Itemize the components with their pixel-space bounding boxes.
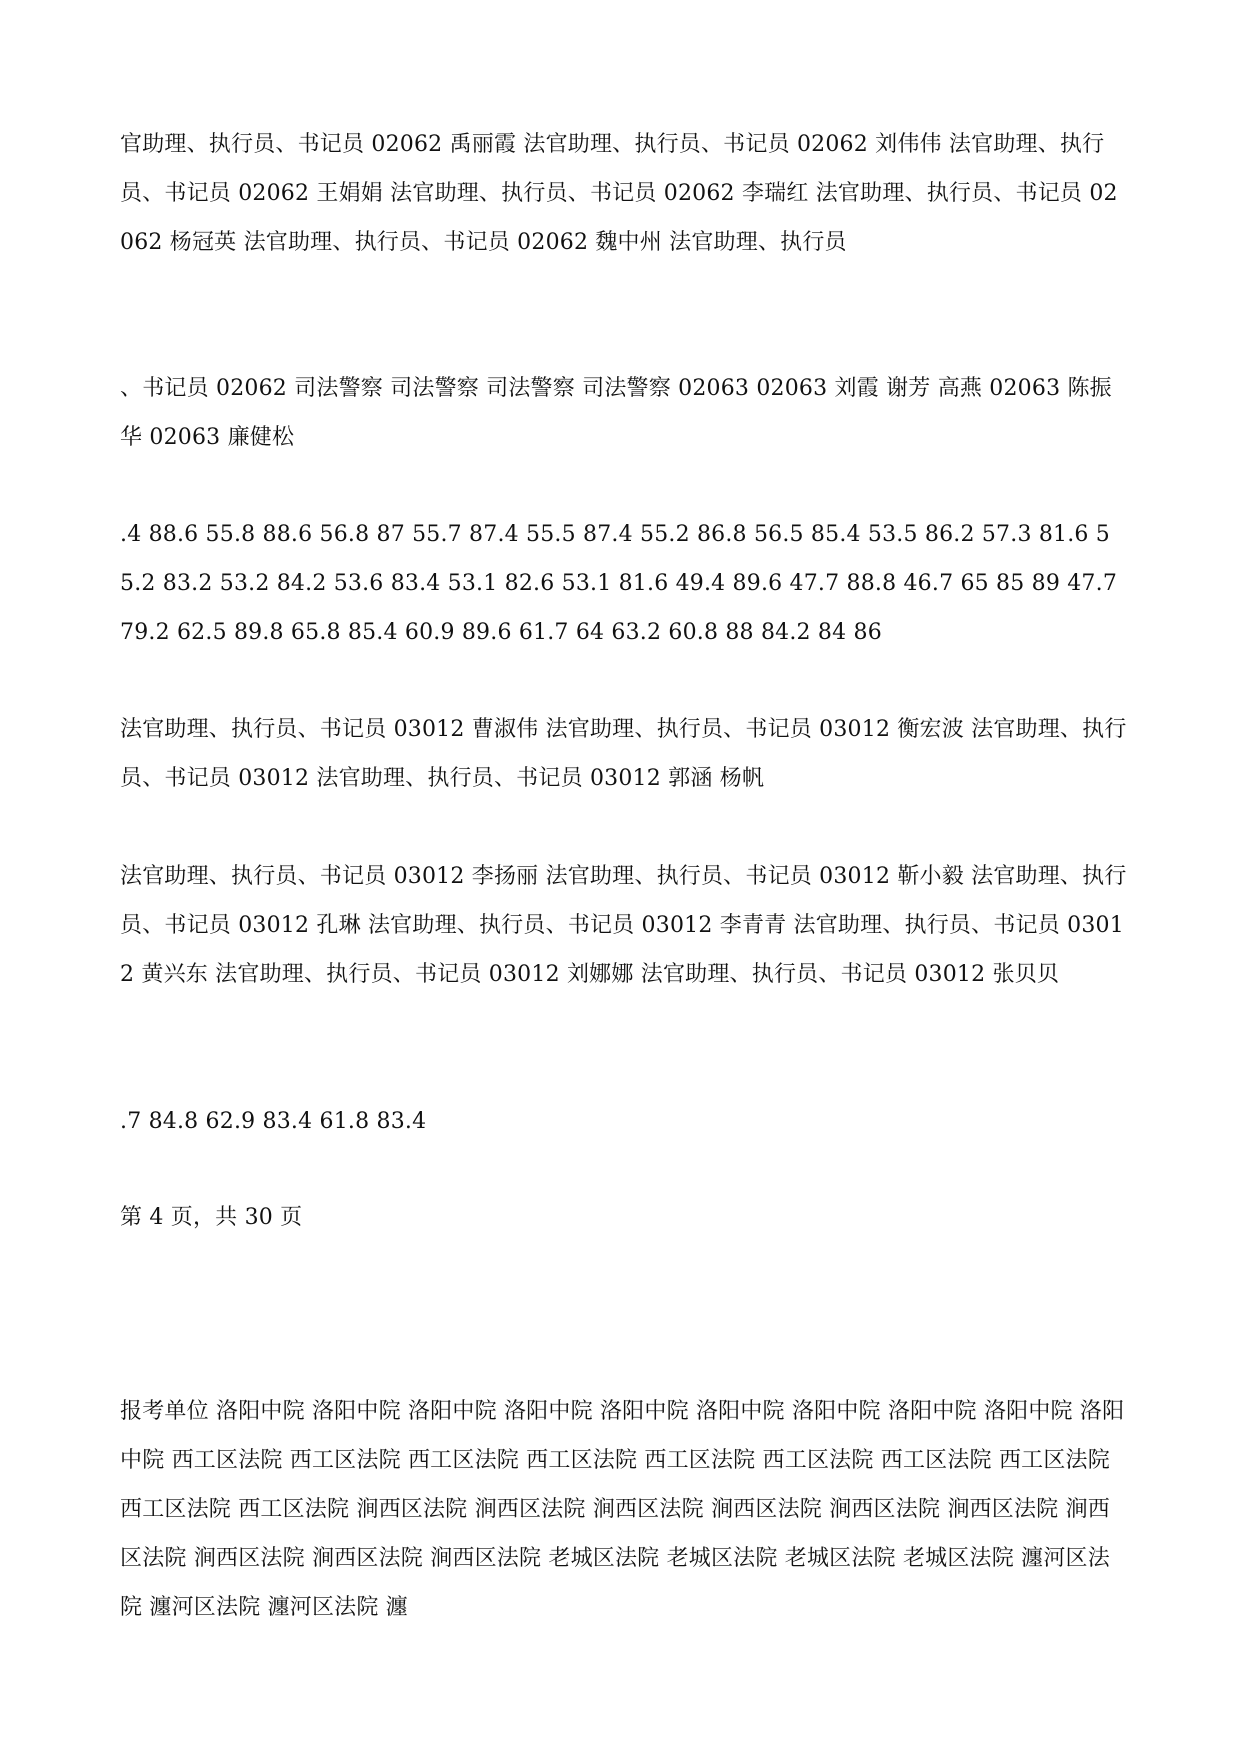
paragraph-applicants-03012-a: 法官助理、执行员、书记员 03012 曹淑伟 法官助理、执行员、书记员 03012 衡宏波 法官助理、执行员、书记员 03012 法官助理、执行员、书记员 03012 郭涵 杨帆 [120, 717, 1127, 791]
paragraph-applicants-02062: 官助理、执行员、书记员 02062 禹丽霞 法官助理、执行员、书记员 02062 刘伟伟 法官助理、执行员、书记员 02062 王娟娟 法官助理、执行员、书记员 02062 李瑞红 法官助理、执行员、书记员 02062 杨冠英 法官助理、执行员、书记员 02062 魏中州 法官助理、执行员 [120, 132, 1118, 255]
paragraph-scores-2: .7 84.8 62.9 83.4 61.8 83.4 [120, 1109, 427, 1134]
paragraph-applicants-02063: 、书记员 02062 司法警察 司法警察 司法警察 司法警察 02063 02063 刘霞 谢芳 高燕 02063 陈振华 02063 廉健松 [120, 376, 1112, 450]
page-number: 第 4 页，共 30 页 [120, 1205, 303, 1230]
paragraph-scores-1: .4 88.6 55.8 88.6 56.8 87 55.7 87.4 55.5 87.4 55.2 86.8 56.5 85.4 53.5 86.2 57.3 81.6 55.2 83.2 53.2 84.2 53.6 83.4 53.1 82.6 53.1 81.6 49.4 89.6 47.7 88.8 46.7 65 85 89 47.7 79.2 62.5 89.8 65.8 85.4 60.9 89.6 61.7 64 63.2 60.8 88 84.2 84 86 [120, 522, 1118, 645]
paragraph-applicants-03012-b: 法官助理、执行员、书记员 03012 李扬丽 法官助理、执行员、书记员 03012 靳小毅 法官助理、执行员、书记员 03012 孔琳 法官助理、执行员、书记员 03012 李青青 法官助理、执行员、书记员 03012 黄兴东 法官助理、执行员、书记员 03012 刘娜娜 法官助理、执行员、书记员 03012 张贝贝 [120, 864, 1127, 987]
paragraph-units: 报考单位 洛阳中院 洛阳中院 洛阳中院 洛阳中院 洛阳中院 洛阳中院 洛阳中院 洛阳中院 洛阳中院 洛阳中院 西工区法院 西工区法院 西工区法院 西工区法院 西工区法院 西工区法院 西工区法院 西工区法院 西工区法院 西工区法院 涧西区法院 涧西区法院 涧西区法院 涧西区法院 涧西区法院 涧西区法院 涧西区法院 涧西区法院 涧西区法院 涧西区法院 老城区法院 老城区法院 老城区法院 老城区法院 瀍河区法院 瀍河区法院 瀍河区法院 瀍 [120, 1399, 1125, 1620]
